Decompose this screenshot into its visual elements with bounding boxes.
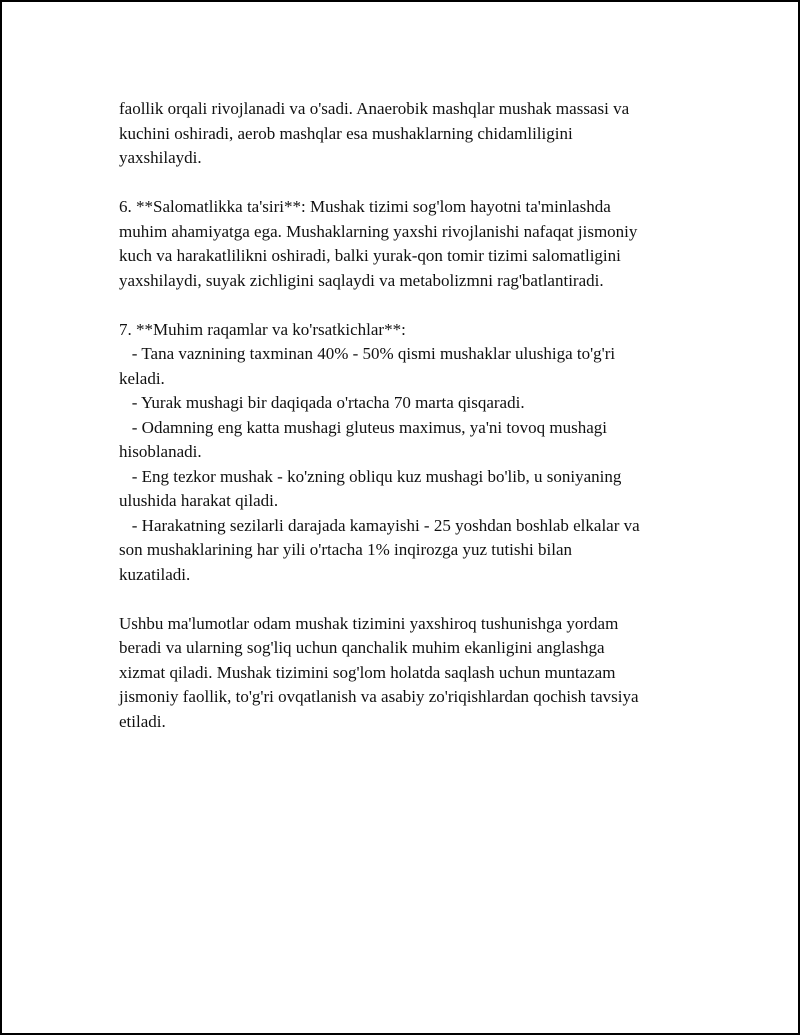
paragraph-conclusion [119,612,709,735]
document-body [119,97,709,734]
text-line: beradi va ularning sog'liq uchun qanchalik muhim ekanligini anglashga [119,638,605,657]
text-line: - Eng tezkor mushak - ko'zning obliqu kuz mushagi bo'lib, u soniyaning [119,466,622,486]
paragraph-1 [119,97,709,171]
text-line: - Tana vaznining taxminan 40% - 50% qismi mushaklar ulushiga to'g'ri [119,344,616,363]
text-line: xizmat qiladi. Mushak tizimini sog'lom holatda saqlash uchun muntazam [119,662,616,682]
text-line: keladi. [119,368,165,388]
text-line: - Odamning eng katta mushagi gluteus maximus, ya'ni tovoq mushagi [119,417,607,437]
text-line: yaxshilaydi. [119,148,202,167]
text-line: etiladi. [119,711,166,731]
text-line: kuch va harakatlilikni oshiradi, balki yurak-qon tomir tizimi salomatligini [119,246,621,265]
text-line: - Harakatning sezilarli darajada kamayishi - 25 yoshdan boshlab elkalar va [119,515,640,535]
text-line: 7. **Muhim raqamlar va ko'rsatkichlar**: [119,319,406,339]
paragraph-gap [119,171,709,196]
text-line: Ushbu ma'lumotlar odam mushak tizimini yaxshiroq tushunishga yordam [119,613,619,633]
text-line: yaxshilaydi, suyak zichligini saqlaydi va metabolizmni rag'batlantiradi. [119,270,604,290]
text-line: muhim ahamiyatga ega. Mushaklarning yaxshi rivojlanishi nafaqat jismoniy [119,221,638,241]
text-line: - Yurak mushagi bir daqiqada o'rtacha 70 marta qisqaradi. [119,393,525,412]
paragraph-health-impact [119,195,709,293]
text-line: 6. **Salomatlikka ta'siri**: Mushak tizimi sog'lom hayotni ta'minlashda [119,197,611,216]
text-line: kuzatiladi. [119,564,191,584]
paragraph-gap [119,587,709,612]
text-line: faollik orqali rivojlanadi va o'sadi. Anaerobik mashqlar mushak massasi va [119,99,630,118]
text-line: kuchini oshiradi, aerob mashqlar esa mushaklarning chidamliligini [119,123,573,143]
paragraph-gap [119,293,709,318]
text-line: hisoblanadi. [119,442,202,461]
text-line: jismoniy faollik, to'g'ri ovqatlanish va asabiy zo'riqishlardan qochish tavsiya [119,687,639,706]
text-line: son mushaklarining har yili o'rtacha 1% inqirozga yuz tutishi bilan [119,540,572,559]
paragraph-key-figures [119,318,709,588]
text-line: ulushida harakat qiladi. [119,491,279,510]
